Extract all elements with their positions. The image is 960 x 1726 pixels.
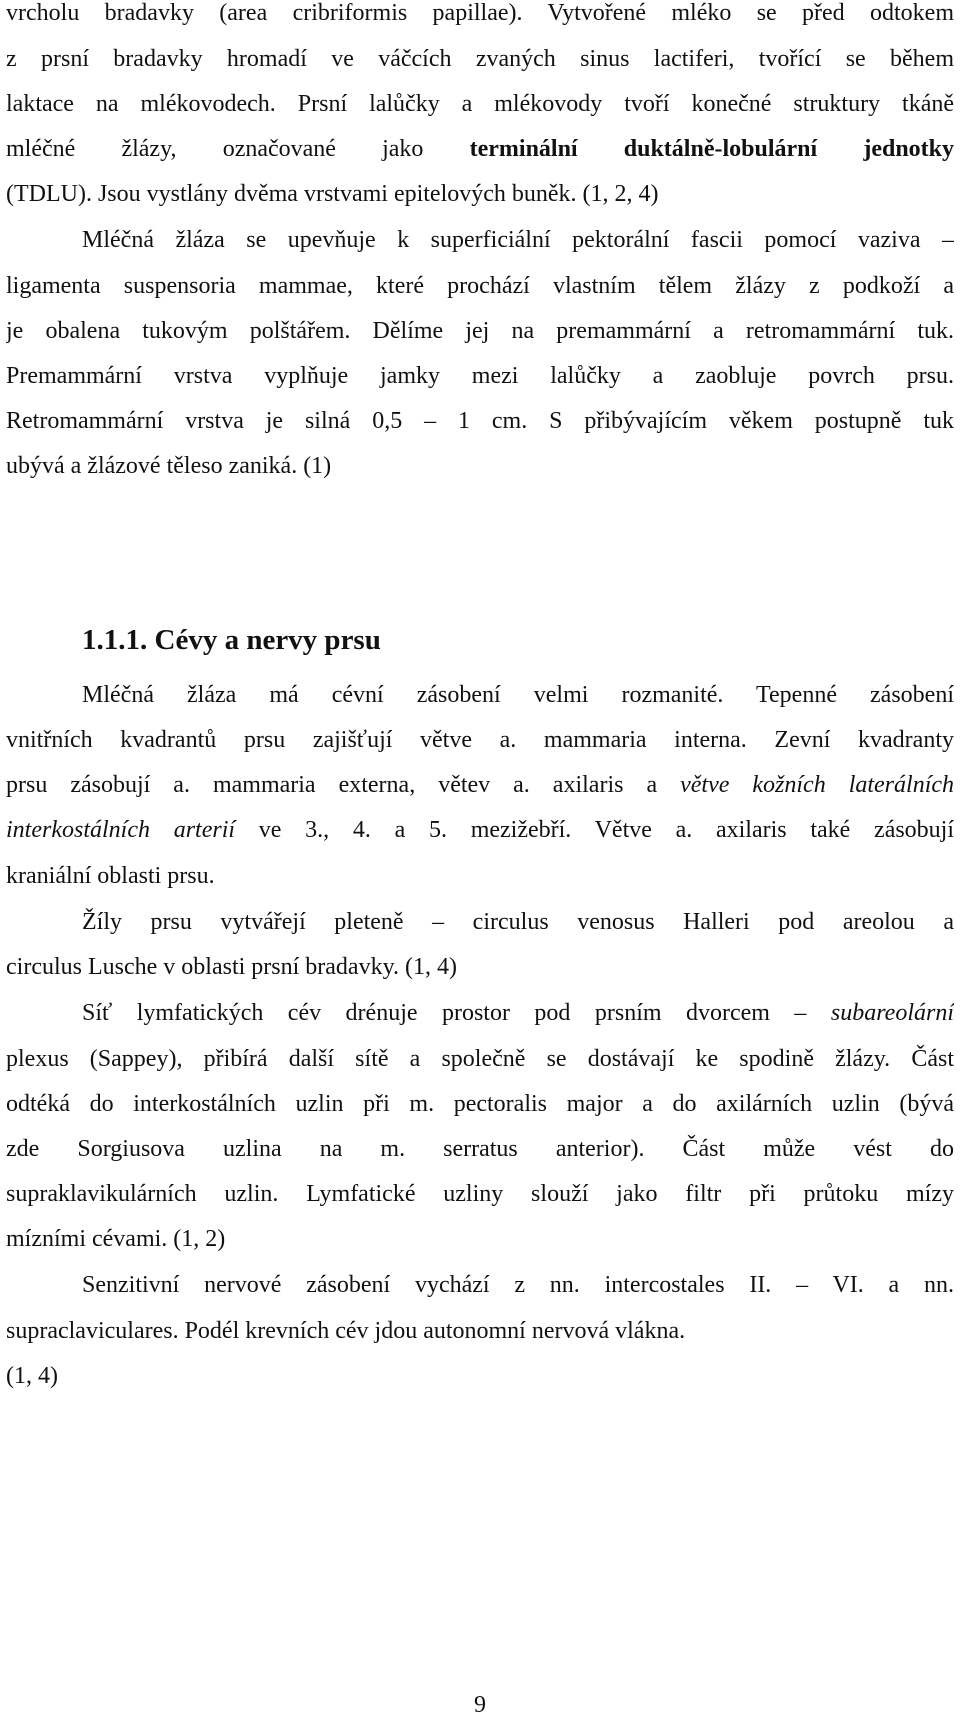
text-line: ligamenta suspensoria mammae, které prochází vlastním tělem žlázy z podkoží a — [6, 273, 954, 299]
text-line — [82, 998, 954, 1028]
text-line: Retromammární vrstva je silná 0,5 – 1 cm. S přibývajícím věkem postupně tuk — [6, 408, 954, 434]
text-line: circulus Lusche v oblasti prsní bradavky. (1, 4) — [6, 954, 457, 980]
text-span: ve 3., 4. a 5. mezižebří. Větve a. axilaris také zásobují — [258, 817, 954, 843]
text-line: vrcholu bradavky (area cribriformis papillae). Vytvořené mléko se před odtokem — [6, 0, 954, 26]
text-line — [6, 815, 954, 845]
text-line: supraklavikulárních uzlin. Lymfatické uzliny slouží jako filtr při průtoku mízy — [6, 1181, 954, 1207]
text-line — [6, 770, 954, 800]
text-span: mléčné žlázy, označované jako — [6, 136, 424, 162]
text-line: laktace na mlékovodech. Prsní lalůčky a mlékovody tvoří konečné struktury tkáně — [6, 91, 954, 117]
section-heading: 1.1.1. Cévy a nervy prsu — [82, 624, 381, 656]
text-line: Senzitivní nervové zásobení vychází z nn. intercostales II. – VI. a nn. — [82, 1272, 954, 1298]
text-line: je obalena tukovým polštářem. Dělíme jej na premammární a retromammární tuk. — [6, 318, 954, 344]
italic-term: interkostálních arterií — [6, 817, 236, 843]
text-line: (TDLU). Jsou vystlány dvěma vrstvami epitelových buněk. (1, 2, 4) — [6, 181, 659, 207]
text-line: Mléčná žláza se upevňuje k superficiální pektorální fascii pomocí vaziva – — [82, 227, 954, 253]
text-line: odtéká do interkostálních uzlin při m. pectoralis major a do axilárních uzlin (bývá — [6, 1091, 954, 1117]
text-line: Žíly prsu vytvářejí pleteně – circulus venosus Halleri pod areolou a — [82, 909, 954, 935]
text-line: Premammární vrstva vyplňuje jamky mezi lalůčky a zaobluje povrch prsu. — [6, 363, 954, 389]
text-line: plexus (Sappey), přibírá další sítě a společně se dostávají ke spodině žlázy. Část — [6, 1046, 954, 1072]
text-span: Síť lymfatických cév drénuje prostor pod prsním dvorcem – — [82, 1000, 807, 1026]
page-number: 9 — [474, 1692, 486, 1718]
text-line: vnitřních kvadrantů prsu zajišťují větve a. mammaria interna. Zevní kvadranty — [6, 727, 954, 753]
text-span: prsu zásobují a. mammaria externa, větev a. axilaris a — [6, 772, 658, 798]
text-line: (1, 4) — [6, 1363, 58, 1389]
bold-term: terminální duktálně-lobulární jednotky — [469, 136, 954, 162]
text-line: supraclaviculares. Podél krevních cév jdou autonomní nervová vlákna. — [6, 1318, 686, 1344]
text-line: Mléčná žláza má cévní zásobení velmi rozmanité. Tepenné zásobení — [82, 682, 954, 708]
italic-term: subareolární — [830, 1000, 954, 1026]
text-line: z prsní bradavky hromadí ve váčcích zvaných sinus lactiferi, tvořící se během — [6, 46, 954, 72]
text-line: kraniální oblasti prsu. — [6, 863, 215, 889]
italic-term: větve kožních laterálních — [680, 772, 954, 798]
text-line: zde Sorgiusova uzlina na m. serratus anterior). Část může vést do — [6, 1136, 954, 1162]
text-line: mízními cévami. (1, 2) — [6, 1226, 226, 1252]
text-line: ubývá a žlázové těleso zaniká. (1) — [6, 453, 332, 479]
text-line — [6, 134, 954, 164]
